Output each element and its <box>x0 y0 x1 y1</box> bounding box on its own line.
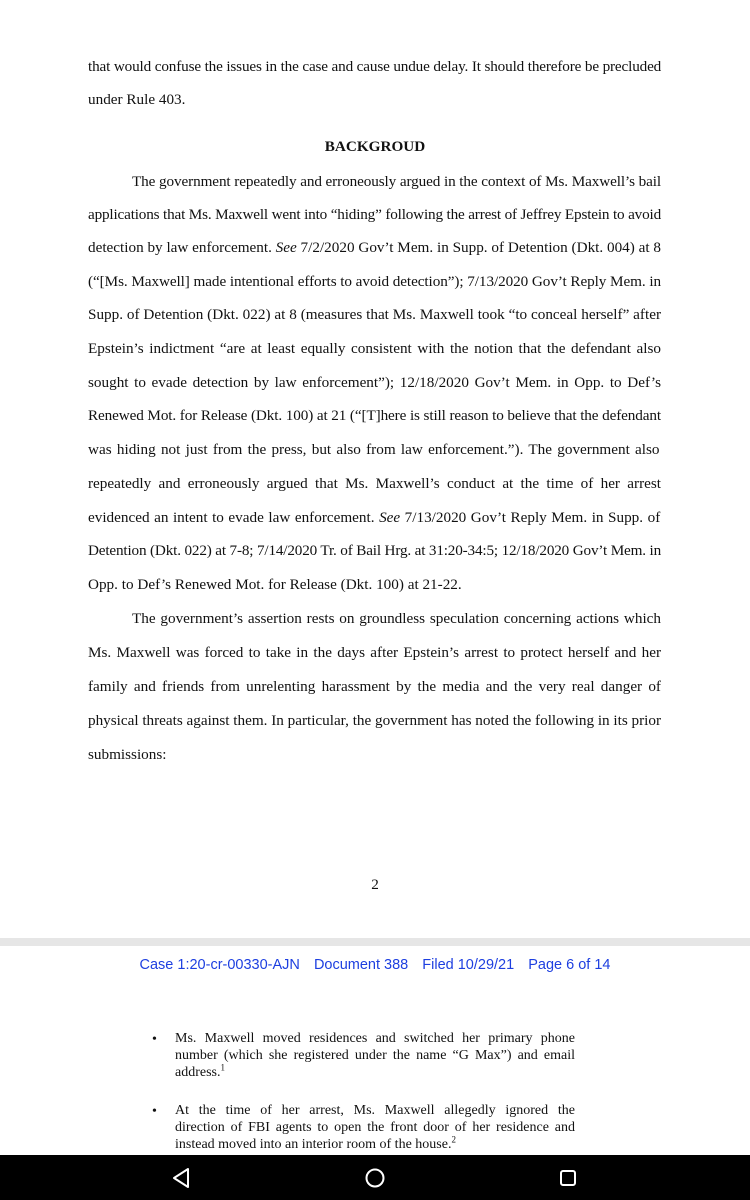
page-count: Page 6 of 14 <box>528 957 611 973</box>
section-heading: BACKGROUD <box>324 138 426 155</box>
recents-button[interactable] <box>538 1155 598 1200</box>
text-line: Epstein’s indictment “are at least equally consistent with the notion that the defendant also <box>88 340 661 357</box>
text-line: (“[Ms. Maxwell] made intentional efforts to avoid detection”); 7/13/2020 Gov’t Reply Mem. in <box>88 273 661 290</box>
text-line: Renewed Mot. for Release (Dkt. 100) at 21 (“[T]here is still reason to believe that the defendant <box>88 407 661 424</box>
text-line: family and friends from unrelenting harassment by the media and the very real danger of <box>88 678 661 695</box>
text-line: submissions: <box>88 746 167 763</box>
bullet-icon: • <box>152 1104 157 1119</box>
text-line: Ms. Maxwell was forced to take in the days after Epstein’s arrest to protect herself and her <box>88 644 661 661</box>
bullet-line: number (which she registered under the name “G Max”) and email <box>175 1048 575 1063</box>
text-line: The government repeatedly and erroneously argued in the context of Ms. Maxwell’s bail <box>132 173 661 190</box>
bullet-line: instead moved into an interior room of the house.$^2$ <box>175 1134 456 1152</box>
home-button[interactable] <box>345 1155 405 1200</box>
back-button[interactable] <box>152 1155 212 1200</box>
android-navigation-bar <box>0 1155 750 1200</box>
footnote-ref[interactable]: 2 <box>451 1134 456 1145</box>
text-line: Detention (Dkt. 022) at 7-8; 7/14/2020 Tr. of Bail Hrg. at 31:20-34:5; 12/18/2020 Gov’t Mem. in <box>88 542 661 559</box>
text-line: sought to evade detection by law enforcement”); 12/18/2020 Gov’t Mem. in Opp. to Def’s <box>88 374 661 391</box>
home-icon <box>363 1166 387 1190</box>
bullet-line: address.$^1$ <box>175 1062 225 1080</box>
text-line: that would confuse the issues in the case and cause undue delay. It should therefore be precluded <box>88 58 662 75</box>
text-line: under Rule 403. <box>88 91 186 108</box>
text-line: applications that Ms. Maxwell went into “hiding” following the arrest of Jeffrey Epstein to avoid <box>88 206 661 223</box>
case-number: Case 1:20-cr-00330-AJN <box>139 957 300 973</box>
page-number: 2 <box>371 876 379 893</box>
text-line: physical threats against them. In particular, the government has noted the following in its prior <box>88 712 662 729</box>
filed-date: Filed 10/29/21 <box>422 957 515 973</box>
bullet-line: direction of FBI agents to open the front door of her residence and <box>175 1120 575 1135</box>
case-header <box>0 957 750 973</box>
bullet-line: Ms. Maxwell moved residences and switched her primary phone <box>175 1031 575 1046</box>
footnote-ref[interactable]: 1 <box>220 1062 225 1073</box>
recents-icon <box>556 1166 580 1190</box>
text-line: detection by law enforcement. See 7/2/2020 Gov’t Mem. in Supp. of Detention (Dkt. 004) at 8 <box>88 239 661 256</box>
text-line: Opp. to Def’s Renewed Mot. for Release (Dkt. 100) at 21-22. <box>88 576 462 593</box>
back-icon <box>170 1166 194 1190</box>
text-line: was hiding not just from the press, but also from law enforcement.”). The government also <box>88 441 660 458</box>
page-divider <box>0 938 750 946</box>
text-line: evidenced an intent to evade law enforcement. See 7/13/2020 Gov’t Reply Mem. in Supp. of <box>88 509 661 526</box>
bullet-line: At the time of her arrest, Ms. Maxwell allegedly ignored the <box>175 1103 575 1118</box>
document-number: Document 388 <box>313 957 409 973</box>
bullet-icon: • <box>152 1032 157 1047</box>
text-line: The government’s assertion rests on groundless speculation concerning actions which <box>132 610 661 627</box>
text-line: Supp. of Detention (Dkt. 022) at 8 (measures that Ms. Maxwell took “to conceal herself” after <box>88 306 661 323</box>
text-line: repeatedly and erroneously argued that Ms. Maxwell’s conduct at the time of her arrest <box>88 475 661 492</box>
document-page-6 <box>0 946 750 1154</box>
